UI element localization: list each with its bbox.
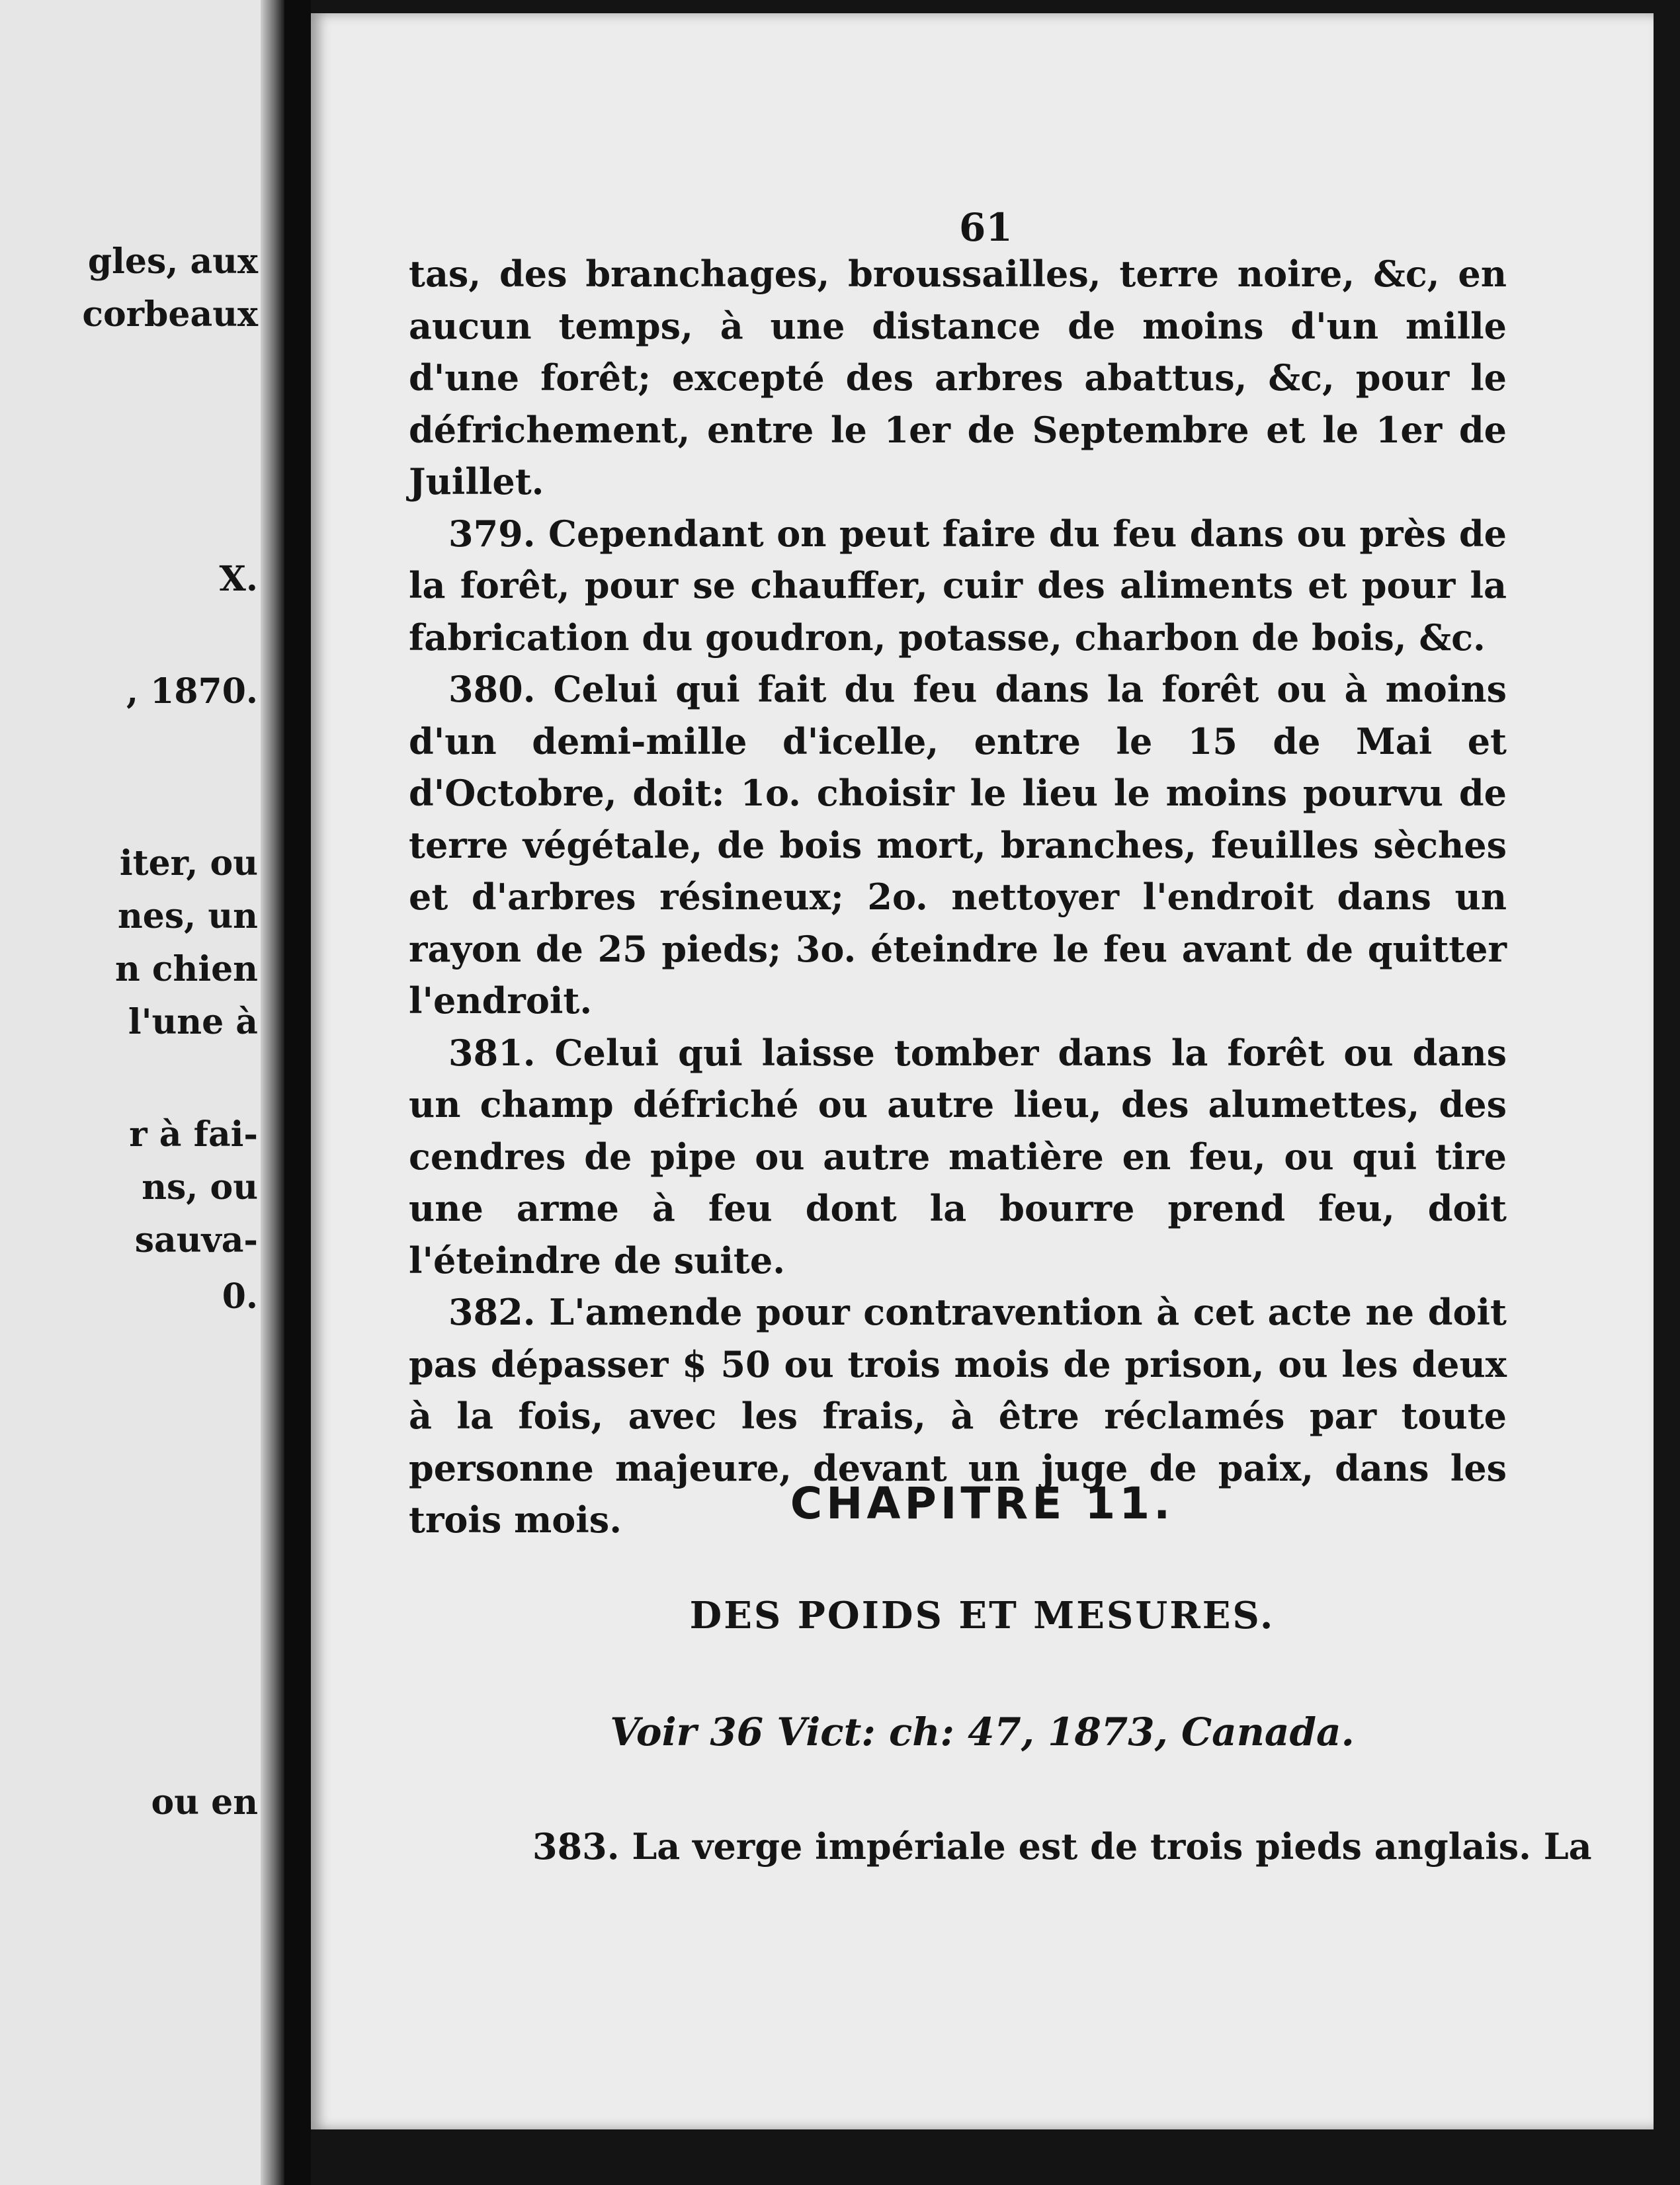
left-page-line: corbeaux xyxy=(82,294,258,335)
left-page-line: r à fai- xyxy=(129,1114,258,1155)
paragraph: 379. Cependant on peut faire du feu dans ou près de la forêt, pour se chauffer, cuir des aliments et pour la fabrication du goudron, potasse, charbon de bois, &c. xyxy=(409,512,1507,659)
paragraph-383: 383. La verge impériale est de trois pieds anglais. La xyxy=(532,1825,1592,1868)
legal-reference: Voir 36 Vict: ch: 47, 1873, Canada. xyxy=(610,1710,1355,1754)
left-page-line: ns, ou xyxy=(142,1167,258,1208)
body-text xyxy=(409,248,1507,1546)
paragraph: 382. L'amende pour contravention à cet acte ne doit pas dépasser $ 50 ou trois mois de prison, ou les deux à la fois, avec les frais, à être réclamés par toute personne majeure, devant un juge de paix, dans les trois mois. xyxy=(409,1291,1507,1541)
left-page-line: gles, aux xyxy=(87,241,258,282)
left-page-line: 0. xyxy=(222,1276,258,1317)
page-gutter xyxy=(261,0,284,2185)
previous-page xyxy=(0,0,284,2185)
paragraph: 381. Celui qui laisse tomber dans la forêt ou dans un champ défriché ou autre lieu, des alumettes, des cendres de pipe ou autre matière en feu, ou qui tire une arme à feu dont la bourre prend feu, doit l'éteindre de suite. xyxy=(409,1031,1507,1282)
paragraph: tas, des branchages, broussailles, terre noire, &c, en aucun temps, à une distance de moins d'un mille d'une forêt; excepté des arbres abattus, &c, pour le défrichement, entre le 1er de Septembre et le 1er de Juillet. xyxy=(409,253,1507,503)
left-page-line: X. xyxy=(219,559,258,599)
left-page-line: sauva- xyxy=(134,1220,258,1260)
section-title: DES POIDS ET MESURES. xyxy=(689,1594,1275,1637)
left-page-line: n chien xyxy=(114,949,258,989)
chapter-title: CHAPITRE 11. xyxy=(790,1478,1175,1529)
left-page-line: l'une à xyxy=(128,1002,258,1042)
left-page-line: , 1870. xyxy=(126,671,258,712)
left-page-line: iter, ou xyxy=(119,843,258,884)
left-page-line: ou en xyxy=(151,1782,258,1823)
paragraph: 380. Celui qui fait du feu dans la forêt ou à moins d'un demi-mille d'icelle, entre le 15 de Mai et d'Octobre, doit: 1o. choisir le lieu le moins pourvu de terre végétale, de bois mort, branches, feuilles sèches et d'arbres résineux; 2o. nettoyer l'endroit dans un rayon de 25 pieds; 3o. éteindre le feu avant de quitter l'endroit. xyxy=(409,668,1507,1022)
page-number: 61 xyxy=(959,205,1013,250)
left-page-line: nes, un xyxy=(118,896,258,936)
current-page xyxy=(311,13,1654,2129)
book-spine xyxy=(284,0,311,2185)
